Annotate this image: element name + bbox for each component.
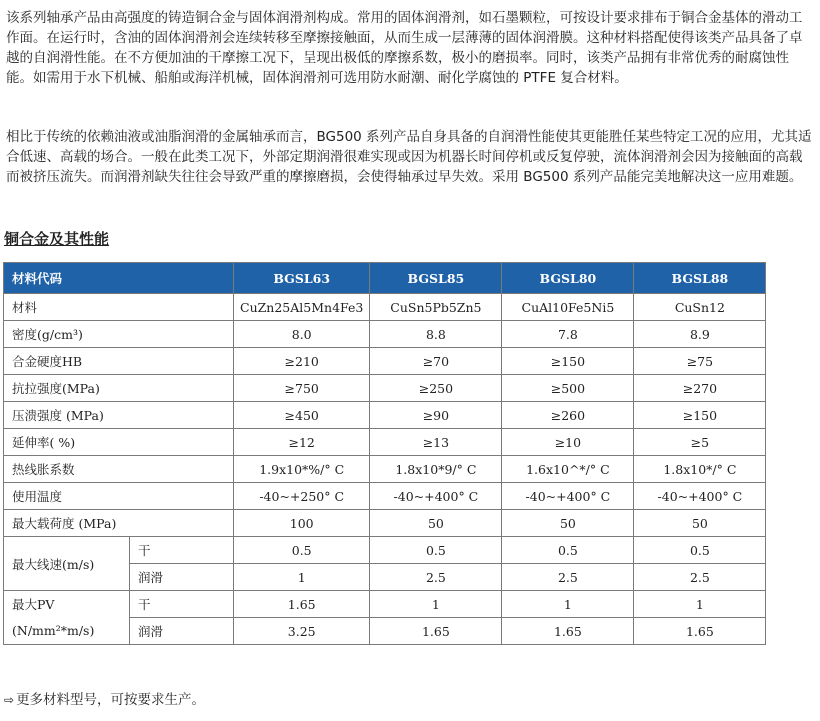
table-row bbox=[4, 510, 766, 537]
section-title: 铜合金及其性能 bbox=[4, 230, 110, 248]
table-cell: 1.8x10*/° C bbox=[634, 456, 766, 483]
table-cell: 1 bbox=[370, 591, 502, 618]
table-cell: 1.8x10*9/° C bbox=[370, 456, 502, 483]
row-label: 合金硬度HB bbox=[4, 348, 234, 375]
pv-label: 最大PV bbox=[12, 596, 55, 612]
row-label: 抗拉强度(MPa) bbox=[4, 375, 234, 402]
table-cell: 2.5 bbox=[502, 564, 634, 591]
sub-label: 干 bbox=[130, 591, 234, 618]
table-cell: 0.5 bbox=[634, 537, 766, 564]
table-row bbox=[4, 321, 766, 348]
intro-paragraph-1: 该系列轴承产品由高强度的铸造铜合金与固体润滑剂构成。常用的固体润滑剂，如石墨颗粒，可按设计要求排布于铜合金基体的滑动工作面。在运行时，含油的固体润滑剂会连续转移至摩擦接触面，从而生成一层薄薄的固体润滑膜。这种材料搭配使得该类产品具备了卓越的自润滑性能。在不方便加油的干摩擦工况下，呈现出极低的摩擦系数，极小的磨损率。同时，该类产品拥有非常优秀的耐腐蚀性能。如需用于水下机械、船舶或海洋机械，固体润滑剂可选用防水耐潮、耐化学腐蚀的 PTFE 复合材料。 bbox=[6, 10, 803, 86]
table-cell: ≥12 bbox=[234, 429, 370, 456]
table-cell: 0.5 bbox=[234, 537, 370, 564]
table-cell: 2.5 bbox=[634, 564, 766, 591]
table-cell: 1 bbox=[502, 591, 634, 618]
alloy-properties-table bbox=[3, 262, 766, 645]
table-cell: 1.65 bbox=[234, 591, 370, 618]
table-cell: CuZn25Al5Mn4Fe3 bbox=[234, 294, 370, 321]
table-row bbox=[4, 537, 766, 564]
table-cell: 100 bbox=[234, 510, 370, 537]
row-label bbox=[4, 591, 130, 645]
table-cell: 3.25 bbox=[234, 618, 370, 645]
row-label: 热线胀系数 bbox=[4, 456, 234, 483]
intro-paragraph-2: 相比于传统的依赖油液或油脂润滑的金属轴承而言，BG500 系列产品自身具备的自润滑性能使其更能胜任某些特定工况的应用，尤其适合低速、高载的场合。一般在此类工况下，外部定期润滑很难实现或因为机器长时间停机或反复停驶，流体润滑剂会因为接触面的高载而被挤压流失。而润滑剂缺失往往会导致严重的摩擦磨损，会使得轴承过早失效。采用 BG500 系列产品能完美地解决这一应用难题。 bbox=[6, 129, 812, 185]
header-code: BGSL63 bbox=[234, 263, 370, 294]
table-cell: 1.65 bbox=[370, 618, 502, 645]
table-cell: 2.5 bbox=[370, 564, 502, 591]
table-cell: 50 bbox=[502, 510, 634, 537]
table-cell: -40~+400° C bbox=[370, 483, 502, 510]
table-cell: 8.8 bbox=[370, 321, 502, 348]
table-cell: ≥5 bbox=[634, 429, 766, 456]
table-cell: ≥270 bbox=[634, 375, 766, 402]
table-cell: ≥90 bbox=[370, 402, 502, 429]
table-row bbox=[4, 294, 766, 321]
table-cell: 1.65 bbox=[502, 618, 634, 645]
table-row bbox=[4, 456, 766, 483]
table-cell: ≥260 bbox=[502, 402, 634, 429]
table-cell: 7.8 bbox=[502, 321, 634, 348]
table-cell: ≥10 bbox=[502, 429, 634, 456]
table-cell: 0.5 bbox=[502, 537, 634, 564]
table-cell: -40~+400° C bbox=[634, 483, 766, 510]
table-cell: 1.65 bbox=[634, 618, 766, 645]
table-cell: ≥75 bbox=[634, 348, 766, 375]
table-row bbox=[4, 591, 766, 618]
table-cell: 50 bbox=[370, 510, 502, 537]
more-models-note bbox=[4, 688, 205, 708]
sub-label: 润滑 bbox=[130, 618, 234, 645]
table-cell: 0.5 bbox=[370, 537, 502, 564]
sub-label: 润滑 bbox=[130, 564, 234, 591]
table-cell: CuSn5Pb5Zn5 bbox=[370, 294, 502, 321]
more-models-text: 更多材料型号，可按要求生产。 bbox=[16, 692, 206, 708]
table-cell: ≥250 bbox=[370, 375, 502, 402]
row-label: 密度(g/cm³) bbox=[4, 321, 234, 348]
table-cell: CuSn12 bbox=[634, 294, 766, 321]
table-cell: 8.9 bbox=[634, 321, 766, 348]
header-code: BGSL88 bbox=[634, 263, 766, 294]
table-cell: 50 bbox=[634, 510, 766, 537]
row-label: 延伸率( %) bbox=[4, 429, 234, 456]
table-row bbox=[4, 429, 766, 456]
table-cell: 1 bbox=[234, 564, 370, 591]
header-code: BGSL80 bbox=[502, 263, 634, 294]
table-cell: 8.0 bbox=[234, 321, 370, 348]
table-cell: ≥13 bbox=[370, 429, 502, 456]
header-label: 材料代码 bbox=[4, 263, 234, 294]
table-row bbox=[4, 402, 766, 429]
table-cell: ≥750 bbox=[234, 375, 370, 402]
hollow-right-arrow-icon: ⇨ bbox=[4, 693, 15, 707]
table-cell: ≥150 bbox=[634, 402, 766, 429]
row-label: 使用温度 bbox=[4, 483, 234, 510]
table-row bbox=[4, 375, 766, 402]
table-cell: -40~+400° C bbox=[502, 483, 634, 510]
row-label: 压溃强度 (MPa) bbox=[4, 402, 234, 429]
row-label: 材料 bbox=[4, 294, 234, 321]
table-row bbox=[4, 483, 766, 510]
table-cell: ≥150 bbox=[502, 348, 634, 375]
table-cell: ≥210 bbox=[234, 348, 370, 375]
row-label: 最大线速(m/s) bbox=[4, 537, 130, 591]
table-cell: ≥500 bbox=[502, 375, 634, 402]
table-cell: ≥70 bbox=[370, 348, 502, 375]
table-cell: -40~+250° C bbox=[234, 483, 370, 510]
table-cell: 1.6x10^*/° C bbox=[502, 456, 634, 483]
table-header-row bbox=[4, 263, 766, 294]
table-cell: 1.9x10*%/° C bbox=[234, 456, 370, 483]
table-cell: CuAl10Fe5Ni5 bbox=[502, 294, 634, 321]
table-row bbox=[4, 348, 766, 375]
table-cell: ≥450 bbox=[234, 402, 370, 429]
row-label: 最大载荷度 (MPa) bbox=[4, 510, 234, 537]
pv-unit: (N/mm²*m/s) bbox=[12, 622, 95, 638]
table-cell: 1 bbox=[634, 591, 766, 618]
sub-label: 干 bbox=[130, 537, 234, 564]
header-code: BGSL85 bbox=[370, 263, 502, 294]
